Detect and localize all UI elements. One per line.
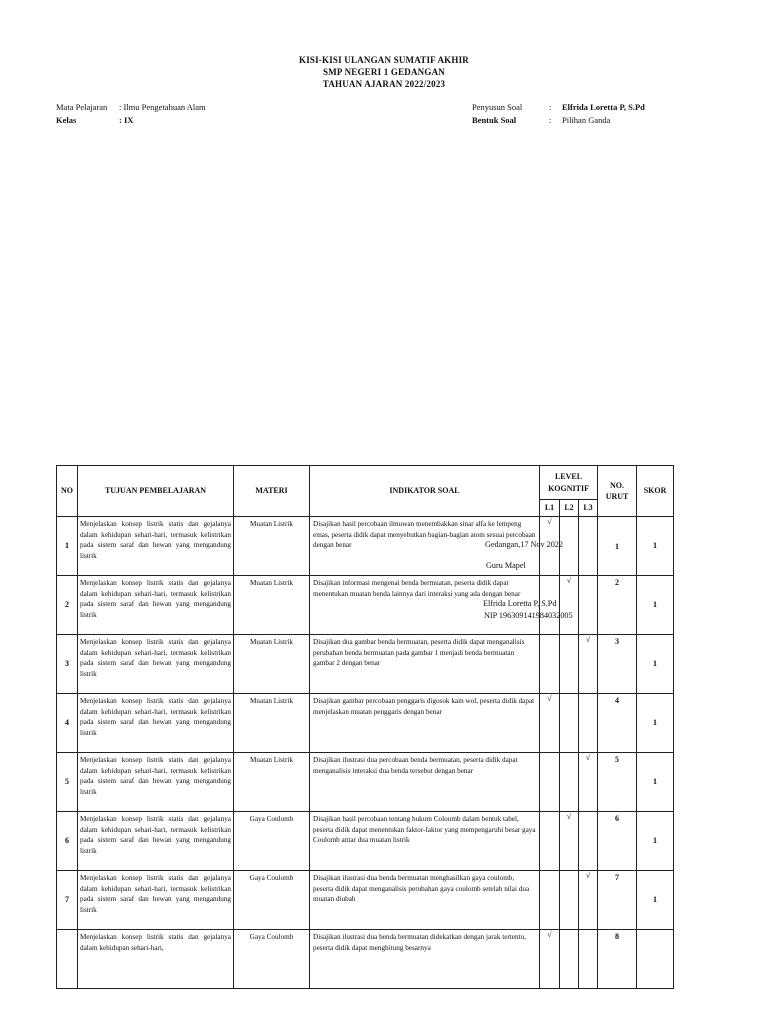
mapel-label: Mata Pelajaran	[56, 102, 108, 112]
cell-skor: 1	[637, 753, 674, 812]
cell-indikator: Disajikan ilustrasi dua benda bermuatan didekatkan dengan jarak tertentu, peserta didik dapat menghitung besarnya	[310, 930, 540, 989]
cell-no: 3	[57, 635, 78, 694]
cell-l3-check: √	[579, 871, 598, 930]
table-row	[57, 930, 674, 989]
cell-no: 1	[57, 517, 78, 576]
header-no-urut: NO. URUT	[598, 466, 637, 517]
cell-l1-check	[540, 635, 560, 694]
cell-no-urut: 3	[598, 635, 637, 694]
cell-skor: 1	[637, 871, 674, 930]
cell-materi: Muatan Listrik	[234, 576, 310, 635]
cell-indikator: Disajikan ilustrasi dua percobaan benda bermuatan, peserta didik dapat menganalisis interaksi dua benda tersebut dengan benar	[310, 753, 540, 812]
header-skor: SKOR	[637, 466, 674, 517]
table-row	[57, 694, 674, 753]
doc-title-line3: TAHUAN AJARAN 2022/2023	[322, 79, 446, 89]
header-tujuan: TUJUAN PEMBELAJARAN	[78, 466, 234, 517]
penyusun-label: Penyusun Soal	[472, 102, 523, 112]
cell-l2-check: √	[560, 576, 579, 635]
cell-indikator: Disajikan hasil percobaan tentang hukum Coloumb dalam bentuk tabel, peserta didik dapat menentukan faktor-faktor yang mempengaruhi besar gaya Coulomb antar dua muatan listrik	[310, 812, 540, 871]
signature-name: Elfrida Loretta P, S.Pd	[483, 599, 557, 608]
cell-indikator: Disajikan informasi mengenai benda bermuatan, peserta didik dapat menentukan muatan benda lainnya dari interaksi yang ada dengan benar	[310, 576, 540, 635]
penyusun-value: Elfrida Loretta P, S.Pd	[562, 102, 645, 112]
cell-materi: Muatan Listrik	[234, 517, 310, 576]
cell-l2-check	[560, 930, 579, 989]
cell-no: 5	[57, 753, 78, 812]
cell-indikator: Disajikan gambar percobaan penggaris digosok kain wol, peserta didik dapat menjelaskan muatan penggaris dengan benar	[310, 694, 540, 753]
cell-materi: Muatan Listrik	[234, 635, 310, 694]
cell-l1-check: √	[540, 694, 560, 753]
header-level-kognitif: LEVEL KOGNITIF	[540, 466, 598, 500]
cell-indikator: Disajikan hasil percobaan ilmuwan menembakkan sinar alfa ke lempeng emas, peserta didik dapat menyebutkan bagian-bagian atom sesuai percobaan dengan benar	[310, 517, 540, 576]
cell-skor: 1	[637, 812, 674, 871]
penyusun-sep: :	[549, 102, 552, 112]
table-row	[57, 635, 674, 694]
cell-materi: Muatan Listrik	[234, 694, 310, 753]
cell-no: 6	[57, 812, 78, 871]
cell-tujuan: Menjelaskan konsep listrik statis dan gejalanya dalam kehidupan sehari-hari, termasuk kelistrikan pada sistem saraf dan hewan yang mengandung listrik	[78, 576, 234, 635]
cell-l2-check	[560, 694, 579, 753]
cell-l3-check	[579, 930, 598, 989]
cell-tujuan: Menjelaskan konsep listrik statis dan gejalanya dalam kehidupan sehari-hari,	[78, 930, 234, 989]
header-indikator: INDIKATOR SOAL	[310, 466, 540, 517]
table-row	[57, 812, 674, 871]
cell-materi: Muatan Listrik	[234, 753, 310, 812]
kisi-table-container	[56, 465, 674, 952]
cell-l1-check	[540, 871, 560, 930]
cell-no: 4	[57, 694, 78, 753]
doc-title-line1: KISI-KISI ULANGAN SUMATIF AKHIR	[299, 55, 469, 65]
signature-nip: NIP 196309141984032005	[484, 611, 573, 620]
header-materi: MATERI	[234, 466, 310, 517]
cell-no-urut: 6	[598, 812, 637, 871]
cell-l3-check	[579, 517, 598, 576]
cell-no-urut: 5	[598, 753, 637, 812]
table-row	[57, 517, 674, 576]
cell-skor	[637, 930, 674, 989]
cell-l3-check: √	[579, 753, 598, 812]
cell-materi: Gaya Coulomb	[234, 930, 310, 989]
header-l1: L1	[540, 500, 560, 517]
doc-title-line2: SMP NEGERI 1 GEDANGAN	[323, 67, 445, 77]
cell-no-urut: 1	[598, 517, 637, 576]
cell-no	[57, 930, 78, 989]
table-row	[57, 871, 674, 930]
cell-l3-check: √	[579, 635, 598, 694]
bentuk-label: Bentuk Soal	[472, 115, 517, 125]
bentuk-sep: :	[549, 115, 552, 125]
cell-l2-check	[560, 753, 579, 812]
cell-l1-check	[540, 753, 560, 812]
kelas-value: : IX	[119, 115, 134, 125]
cell-tujuan: Menjelaskan konsep listrik statis dan gejalanya dalam kehidupan sehari-hari, termasuk kelistrikan pada sistem saraf dan hewan yang mengandung listrik	[78, 517, 234, 576]
cell-skor: 1	[637, 576, 674, 635]
cell-l3-check	[579, 694, 598, 753]
cell-l2-check	[560, 871, 579, 930]
cell-l3-check	[579, 576, 598, 635]
cell-l1-check: √	[540, 930, 560, 989]
cell-materi: Gaya Coulomb	[234, 871, 310, 930]
cell-materi: Gaya Coulomb	[234, 812, 310, 871]
cell-no-urut: 2	[598, 576, 637, 635]
signature-role: Guru Mapel	[486, 561, 526, 570]
cell-tujuan: Menjelaskan konsep listrik statis dan gejalanya dalam kehidupan sehari-hari, termasuk kelistrikan pada sistem saraf dan hewan yang mengandung listrik	[78, 694, 234, 753]
cell-no-urut: 7	[598, 871, 637, 930]
header-l3: L3	[579, 500, 598, 517]
cell-l3-check	[579, 812, 598, 871]
cell-skor: 1	[637, 694, 674, 753]
cell-indikator: Disajikan dua gambar benda bermuatan, peserta didik dapat menganalisis perubahan benda bermuatan pada gambar 1 menjadi benda bermuatan gambar 2 dengan benar	[310, 635, 540, 694]
cell-l2-check	[560, 635, 579, 694]
kisi-table	[56, 465, 674, 989]
cell-tujuan: Menjelaskan konsep listrik statis dan gejalanya dalam kehidupan sehari-hari, termasuk kelistrikan pada sistem saraf dan hewan yang mengandung listrik	[78, 871, 234, 930]
table-row	[57, 576, 674, 635]
cell-tujuan: Menjelaskan konsep listrik statis dan gejalanya dalam kehidupan sehari-hari, termasuk kelistrikan pada sistem saraf dan hewan yang mengandung listrik	[78, 812, 234, 871]
bentuk-value: Pilihan Ganda	[562, 115, 611, 125]
cell-no-urut: 4	[598, 694, 637, 753]
cell-no: 2	[57, 576, 78, 635]
cell-indikator: Disajikan ilustrasi dua benda bermuatan menghasilkan gaya coulomb, peserta didik dapat menganalisis perubahan gaya coulomb setelah nilai dua muatan diubah	[310, 871, 540, 930]
signature-place-date: Gedangan,17 Nov 2022	[485, 540, 563, 549]
mapel-value: : Ilmu Pengetahuan Alam	[119, 102, 206, 112]
cell-tujuan: Menjelaskan konsep listrik statis dan gejalanya dalam kehidupan sehari-hari, termasuk kelistrikan pada sistem saraf dan hewan yang mengandung listrik	[78, 753, 234, 812]
cell-l2-check: √	[560, 812, 579, 871]
cell-tujuan: Menjelaskan konsep listrik statis dan gejalanya dalam kehidupan sehari-hari, termasuk kelistrikan pada sistem saraf dan hewan yang mengandung listrik	[78, 635, 234, 694]
cell-l1-check	[540, 812, 560, 871]
cell-skor: 1	[637, 517, 674, 576]
cell-no: 7	[57, 871, 78, 930]
cell-skor: 1	[637, 635, 674, 694]
kelas-label: Kelas	[56, 115, 77, 125]
cell-no-urut: 8	[598, 930, 637, 989]
table-row	[57, 753, 674, 812]
cell-l1-check: √	[540, 517, 560, 576]
header-l2: L2	[560, 500, 579, 517]
header-no: NO	[57, 466, 78, 517]
